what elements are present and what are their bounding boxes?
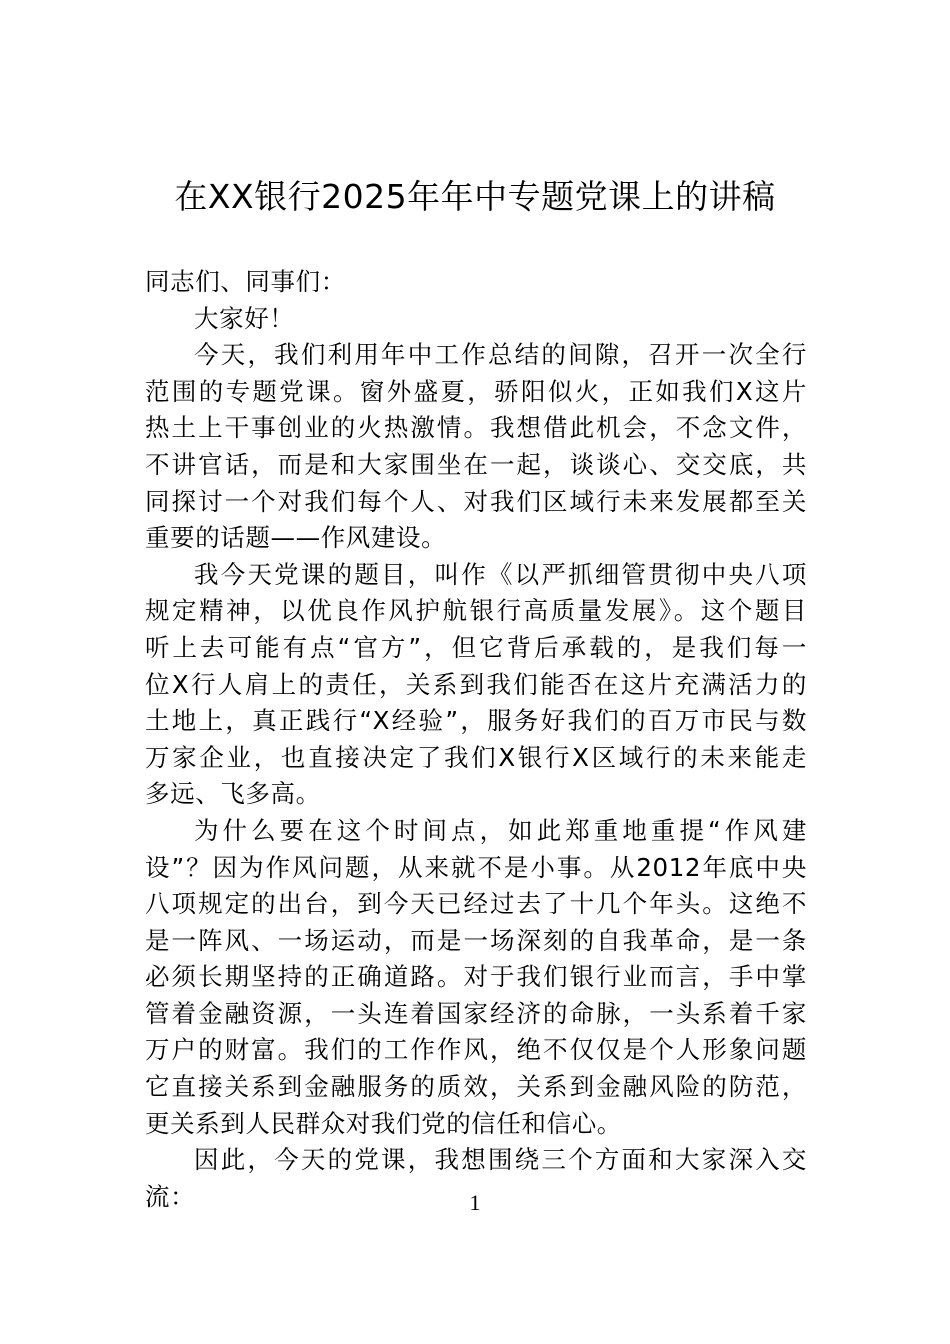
paragraph-3-line: 必须长期坚持的正确道路。对于我们银行业而言，手中掌 [145, 962, 807, 992]
paragraph-2-line: 土地上，真正践行“X经验”，服务好我们的百万市民与数 [145, 706, 807, 736]
paragraph-3-line: 为什么要在这个时间点，如此郑重地重提“作风建 [194, 815, 807, 845]
paragraph-2-line: 位X行人肩上的责任，关系到我们能否在这片充满活力的 [145, 669, 807, 699]
paragraph-1-line: 重要的话题——作风建设。 [145, 523, 447, 553]
paragraph-3-line: 设”？因为作风问题，从来就不是小事。从2012年底中央 [145, 852, 807, 882]
paragraph-2-line: 听上去可能有点“官方”，但它背后承载的，是我们每一 [145, 632, 807, 662]
page-number: 1 [469, 1190, 481, 1215]
paragraph-2-line: 规定精神，以优良作风护航银行高质量发展》。这个题目 [145, 596, 807, 626]
paragraph-1-line: 今天，我们利用年中工作总结的间隙，召开一次全行 [194, 340, 807, 370]
document-title: 在XX银行2025年年中专题党课上的讲稿 [174, 177, 776, 216]
paragraph-4-line: 因此，今天的党课，我想围绕三个方面和大家深入交 [194, 1145, 807, 1175]
paragraph-4-line: 流： [145, 1181, 196, 1211]
paragraph-3-line: 管着金融资源，一头连着国家经济的命脉，一头系着千家 [145, 998, 807, 1028]
paragraph-3-line: 是一阵风、一场运动，而是一场深刻的自我革命，是一条 [145, 925, 807, 955]
paragraph-3-line: 更关系到人民群众对我们党的信任和信心。 [145, 1108, 622, 1138]
paragraph-2-line: 多远、飞多高。 [145, 779, 321, 809]
paragraph-2-line: 我今天党课的题目，叫作《以严抓细管贯彻中央八项 [194, 559, 807, 589]
paragraph-3-line: 八项规定的出台，到今天已经过去了十几个年头。这绝不 [145, 889, 807, 919]
salutation-line: 同志们、同事们： [145, 267, 346, 296]
paragraph-1-line: 范围的专题党课。窗外盛夏，骄阳似火，正如我们X这片 [145, 376, 807, 406]
paragraph-1-line: 热土上干事创业的火热激情。我想借此机会，不念文件， [145, 413, 807, 443]
document-body [145, 264, 807, 1215]
paragraph-3-line: 它直接关系到金融服务的质效，关系到金融风险的防范， [145, 1072, 807, 1102]
paragraph-1-line: 不讲官话，而是和大家围坐在一起，谈谈心、交交底，共 [145, 449, 807, 479]
paragraph-2-line: 万家企业，也直接决定了我们X银行X区域行的未来能走 [145, 742, 807, 772]
greeting-line: 大家好！ [194, 303, 295, 333]
paragraph-3-line: 万户的财富。我们的工作作风，绝不仅仅是个人形象问题 [145, 1035, 807, 1065]
paragraph-1-line: 同探讨一个对我们每个人、对我们区域行未来发展都至关 [145, 486, 807, 516]
